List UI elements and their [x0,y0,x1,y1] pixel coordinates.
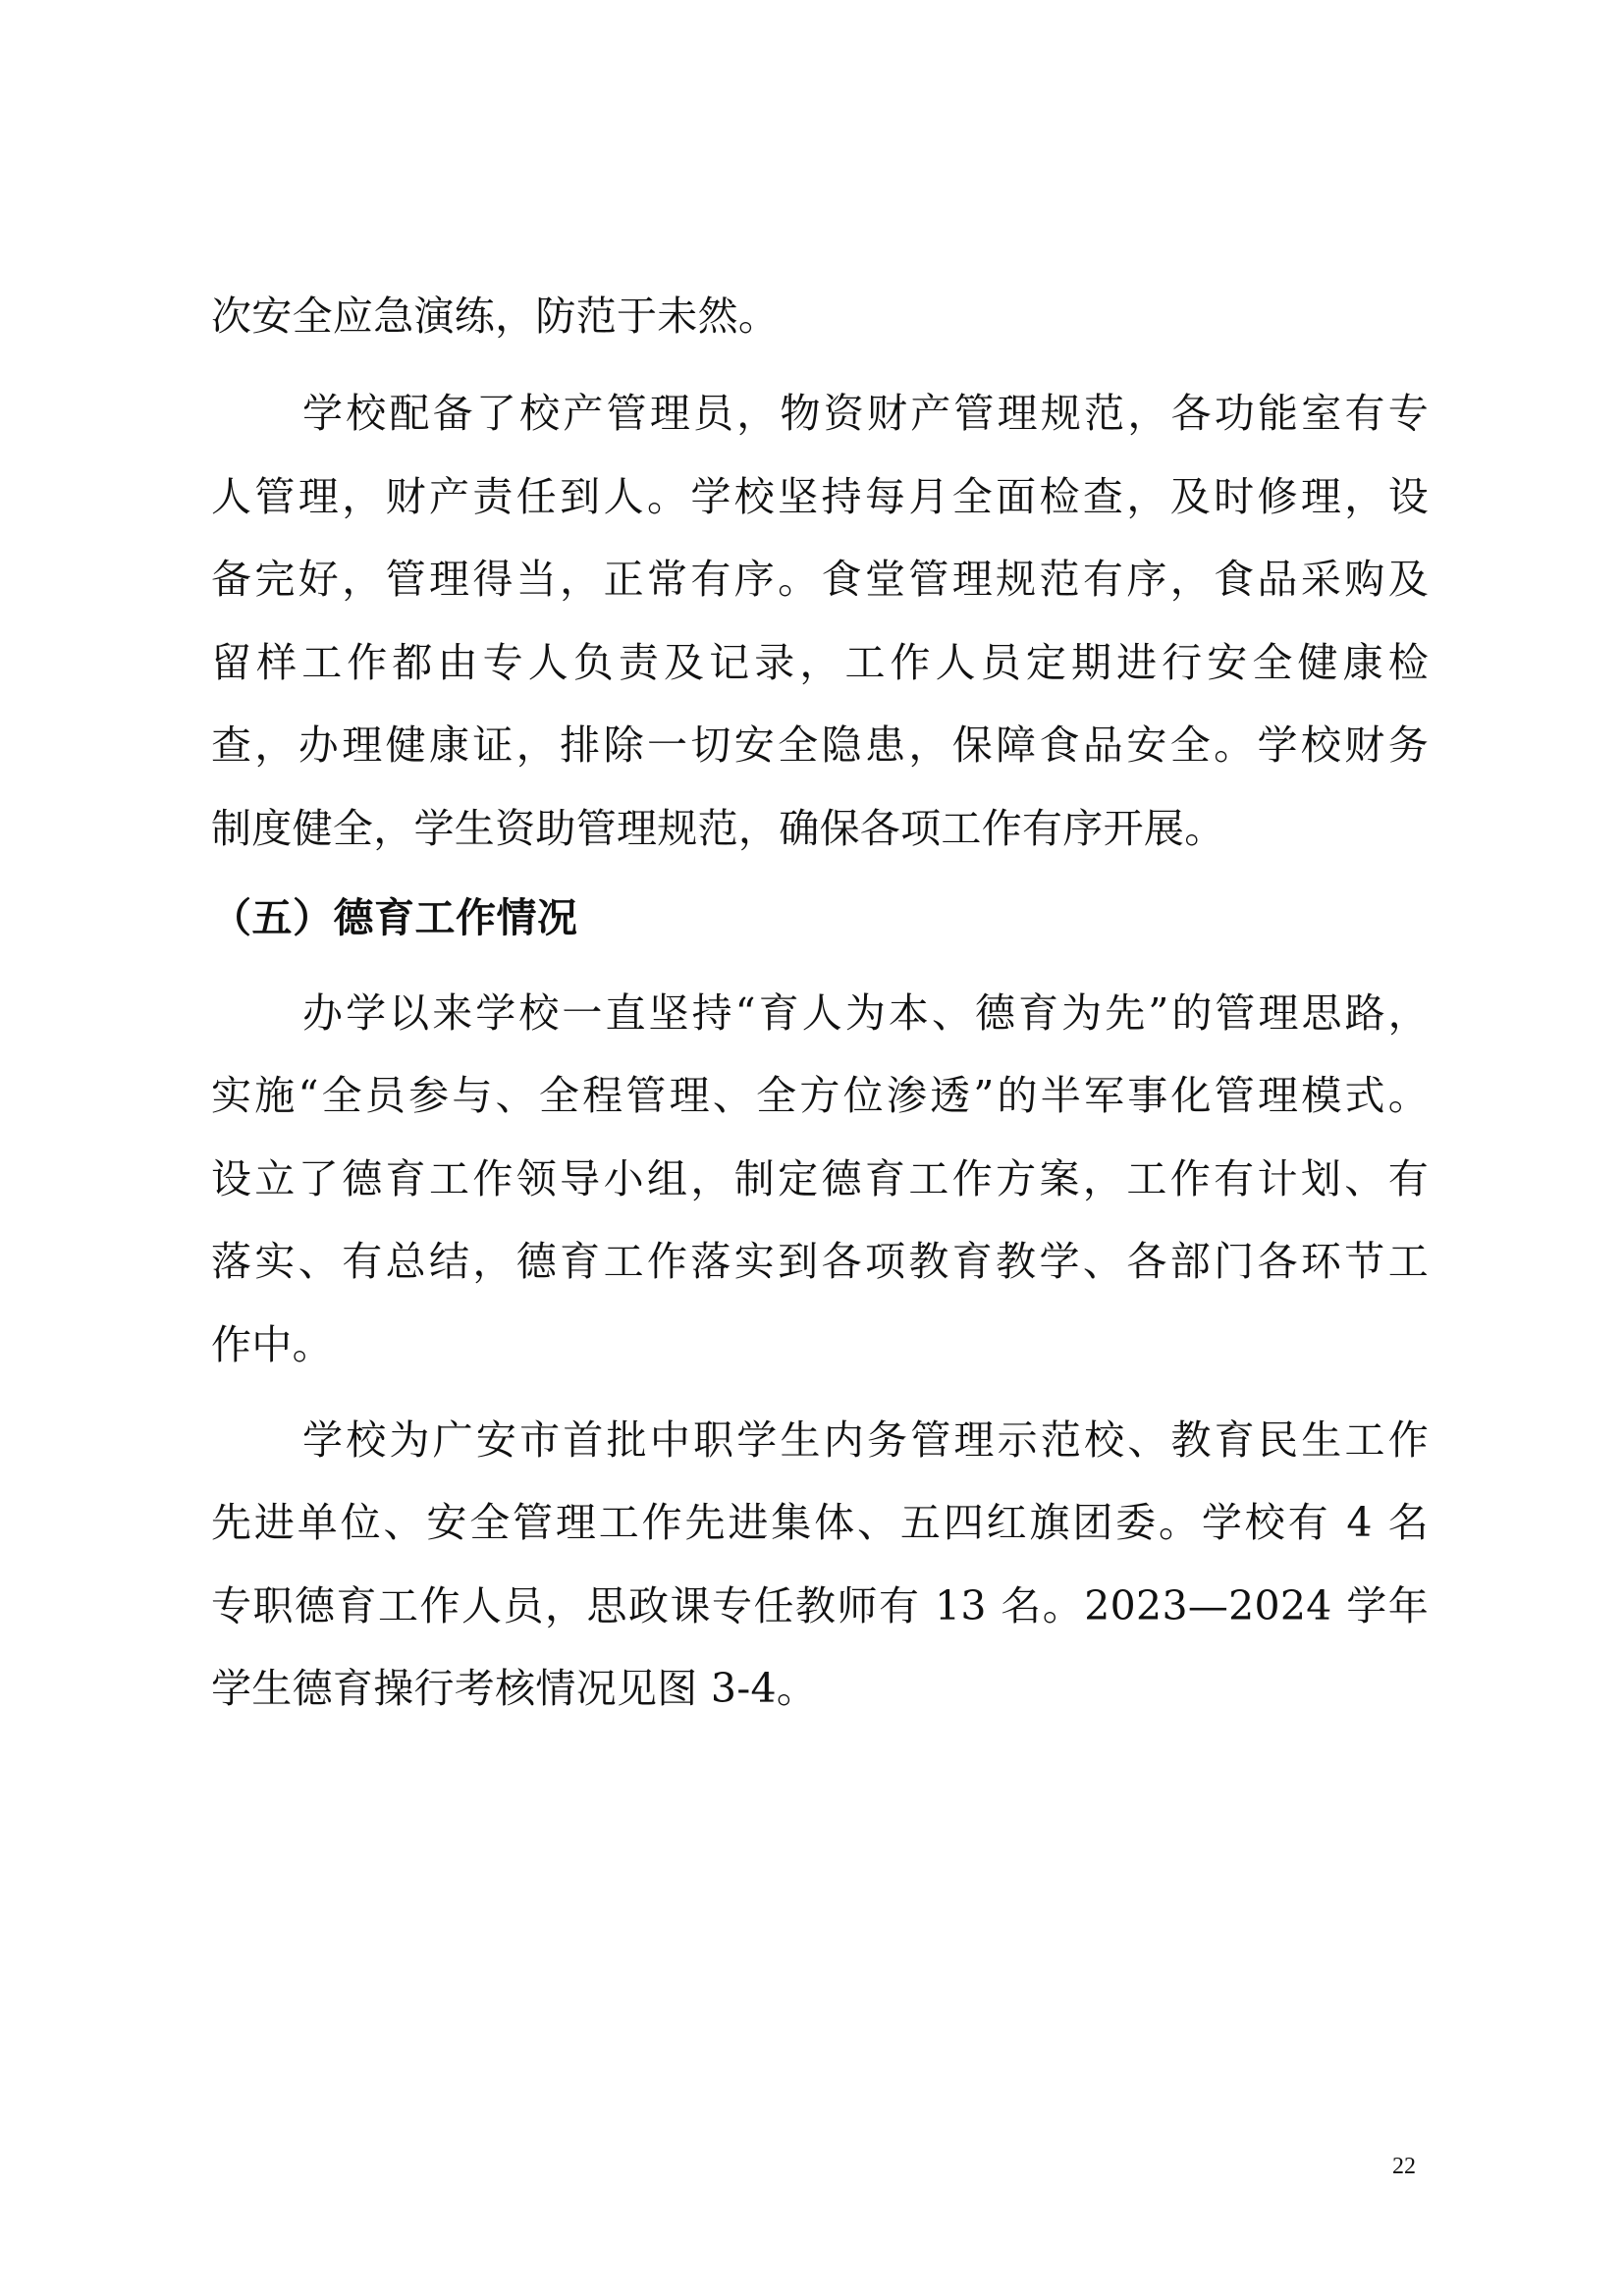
paragraph-3-line-2: 实施“全员参与、全程管理、全方位渗透”的半军事化管理模式。 [211,1072,1429,1119]
page-number: 22 [1392,2154,1416,2179]
paragraph-4-line-2: 先进单位、安全管理工作先进集体、五四红旗团委。学校有 4 名 [211,1499,1429,1546]
paragraph-2-line-1: 学校配备了校产管理员，物资财产管理规范，各功能室有专 [302,390,1429,437]
section-heading: （五）德育工作情况 [211,894,578,941]
paragraph-4-line-3: 专职德育工作人员，思政课专任教师有 13 名。2023—2024 学年 [211,1582,1429,1629]
paragraph-3-line-5: 作中。 [211,1321,333,1368]
paragraph-2-line-2: 人管理，财产责任到人。学校坚持每月全面检查，及时修理，设 [211,473,1429,520]
paragraph-2-line-3: 备完好，管理得当，正常有序。食堂管理规范有序，食品采购及 [211,556,1429,603]
paragraph-3-line-1: 办学以来学校一直坚持“育人为本、德育为先”的管理思路， [302,989,1429,1037]
paragraph-2-line-6: 制度健全，学生资助管理规范，确保各项工作有序开展。 [211,805,1225,852]
paragraph-4-line-4: 学生德育操行考核情况见图 3-4。 [211,1665,818,1712]
paragraph-4-line-1: 学校为广安市首批中职学生内务管理示范校、教育民生工作 [302,1416,1429,1464]
paragraph-3-line-3: 设立了德育工作领导小组，制定德育工作方案，工作有计划、有 [211,1155,1429,1202]
paragraph-3-line-4: 落实、有总结，德育工作落实到各项教育教学、各部门各环节工 [211,1238,1429,1285]
paragraph-1-line-1: 次安全应急演练，防范于未然。 [211,293,780,340]
paragraph-2-line-5: 查，办理健康证，排除一切安全隐患，保障食品安全。学校财务 [211,721,1429,769]
paragraph-2-line-4: 留样工作都由专人负责及记录，工作人员定期进行安全健康检 [211,639,1429,686]
